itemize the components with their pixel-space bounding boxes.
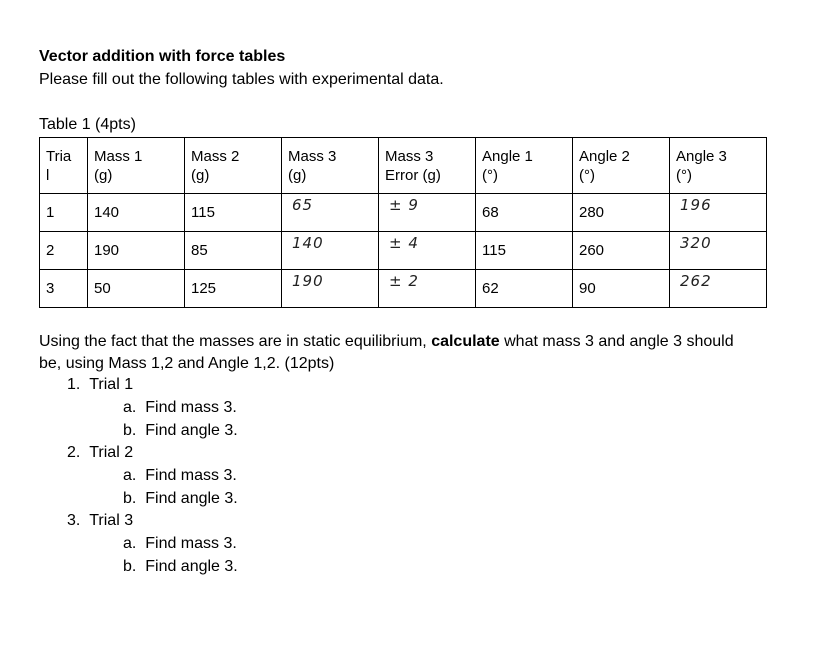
force-table — [39, 137, 767, 308]
cell-trial: 3 — [40, 270, 88, 308]
header-angle3: Angle 3 (°) — [670, 138, 767, 194]
cell-angle2: 90 — [573, 270, 670, 308]
cell-angle2: 260 — [573, 232, 670, 270]
cell-mass3-handwritten[interactable]: 190 — [282, 270, 379, 308]
cell-mass2: 85 — [185, 232, 282, 270]
cell-mass3-handwritten[interactable]: 65 — [282, 194, 379, 232]
header-mass3-error: Mass 3 Error (g) — [379, 138, 476, 194]
table-row — [40, 194, 767, 232]
cell-angle3-handwritten[interactable]: 196 — [670, 194, 767, 232]
list-item: b. Find angle 3. — [123, 490, 238, 507]
table-row — [40, 270, 767, 308]
list-item: 3. Trial 3 — [67, 512, 134, 529]
cell-angle3-handwritten[interactable]: 320 — [670, 232, 767, 270]
document-title: Vector addition with force tables — [39, 48, 286, 65]
header-angle2: Angle 2 (°) — [573, 138, 670, 194]
cell-mass1: 140 — [88, 194, 185, 232]
question-emphasis: calculate — [431, 333, 500, 350]
header-mass2: Mass 2 (g) — [185, 138, 282, 194]
list-item: a. Find mass 3. — [123, 535, 237, 552]
table-header-row — [40, 138, 767, 194]
header-mass3: Mass 3 (g) — [282, 138, 379, 194]
list-item: b. Find angle 3. — [123, 422, 238, 439]
list-item: a. Find mass 3. — [123, 399, 237, 416]
list-item: 1. Trial 1 — [67, 376, 134, 393]
cell-mass3-error-handwritten[interactable]: ± 9 — [379, 194, 476, 232]
cell-trial: 1 — [40, 194, 88, 232]
cell-angle3-handwritten[interactable]: 262 — [670, 270, 767, 308]
cell-trial: 2 — [40, 232, 88, 270]
list-item: 2. Trial 2 — [67, 444, 134, 461]
cell-mass2: 115 — [185, 194, 282, 232]
instructions-text: Please fill out the following tables with experimental data. — [39, 71, 444, 88]
cell-angle1: 115 — [476, 232, 573, 270]
cell-mass1: 50 — [88, 270, 185, 308]
list-item: b. Find angle 3. — [123, 558, 238, 575]
cell-mass3-error-handwritten[interactable]: ± 2 — [379, 270, 476, 308]
header-angle1: Angle 1 (°) — [476, 138, 573, 194]
table-row — [40, 232, 767, 270]
cell-mass1: 190 — [88, 232, 185, 270]
cell-angle1: 68 — [476, 194, 573, 232]
header-mass1: Mass 1 (g) — [88, 138, 185, 194]
cell-angle2: 280 — [573, 194, 670, 232]
cell-mass3-error-handwritten[interactable]: ± 4 — [379, 232, 476, 270]
cell-mass2: 125 — [185, 270, 282, 308]
list-item: a. Find mass 3. — [123, 467, 237, 484]
header-trial: Tria l — [40, 138, 88, 194]
cell-angle1: 62 — [476, 270, 573, 308]
cell-mass3-handwritten[interactable]: 140 — [282, 232, 379, 270]
table-caption: Table 1 (4pts) — [39, 116, 136, 133]
question-paragraph: Using the fact that the masses are in static equilibrium, calculate what mass 3 and angle 3 should be, using Mass 1,2 and Angle 1,2. (12pts) — [39, 333, 734, 372]
